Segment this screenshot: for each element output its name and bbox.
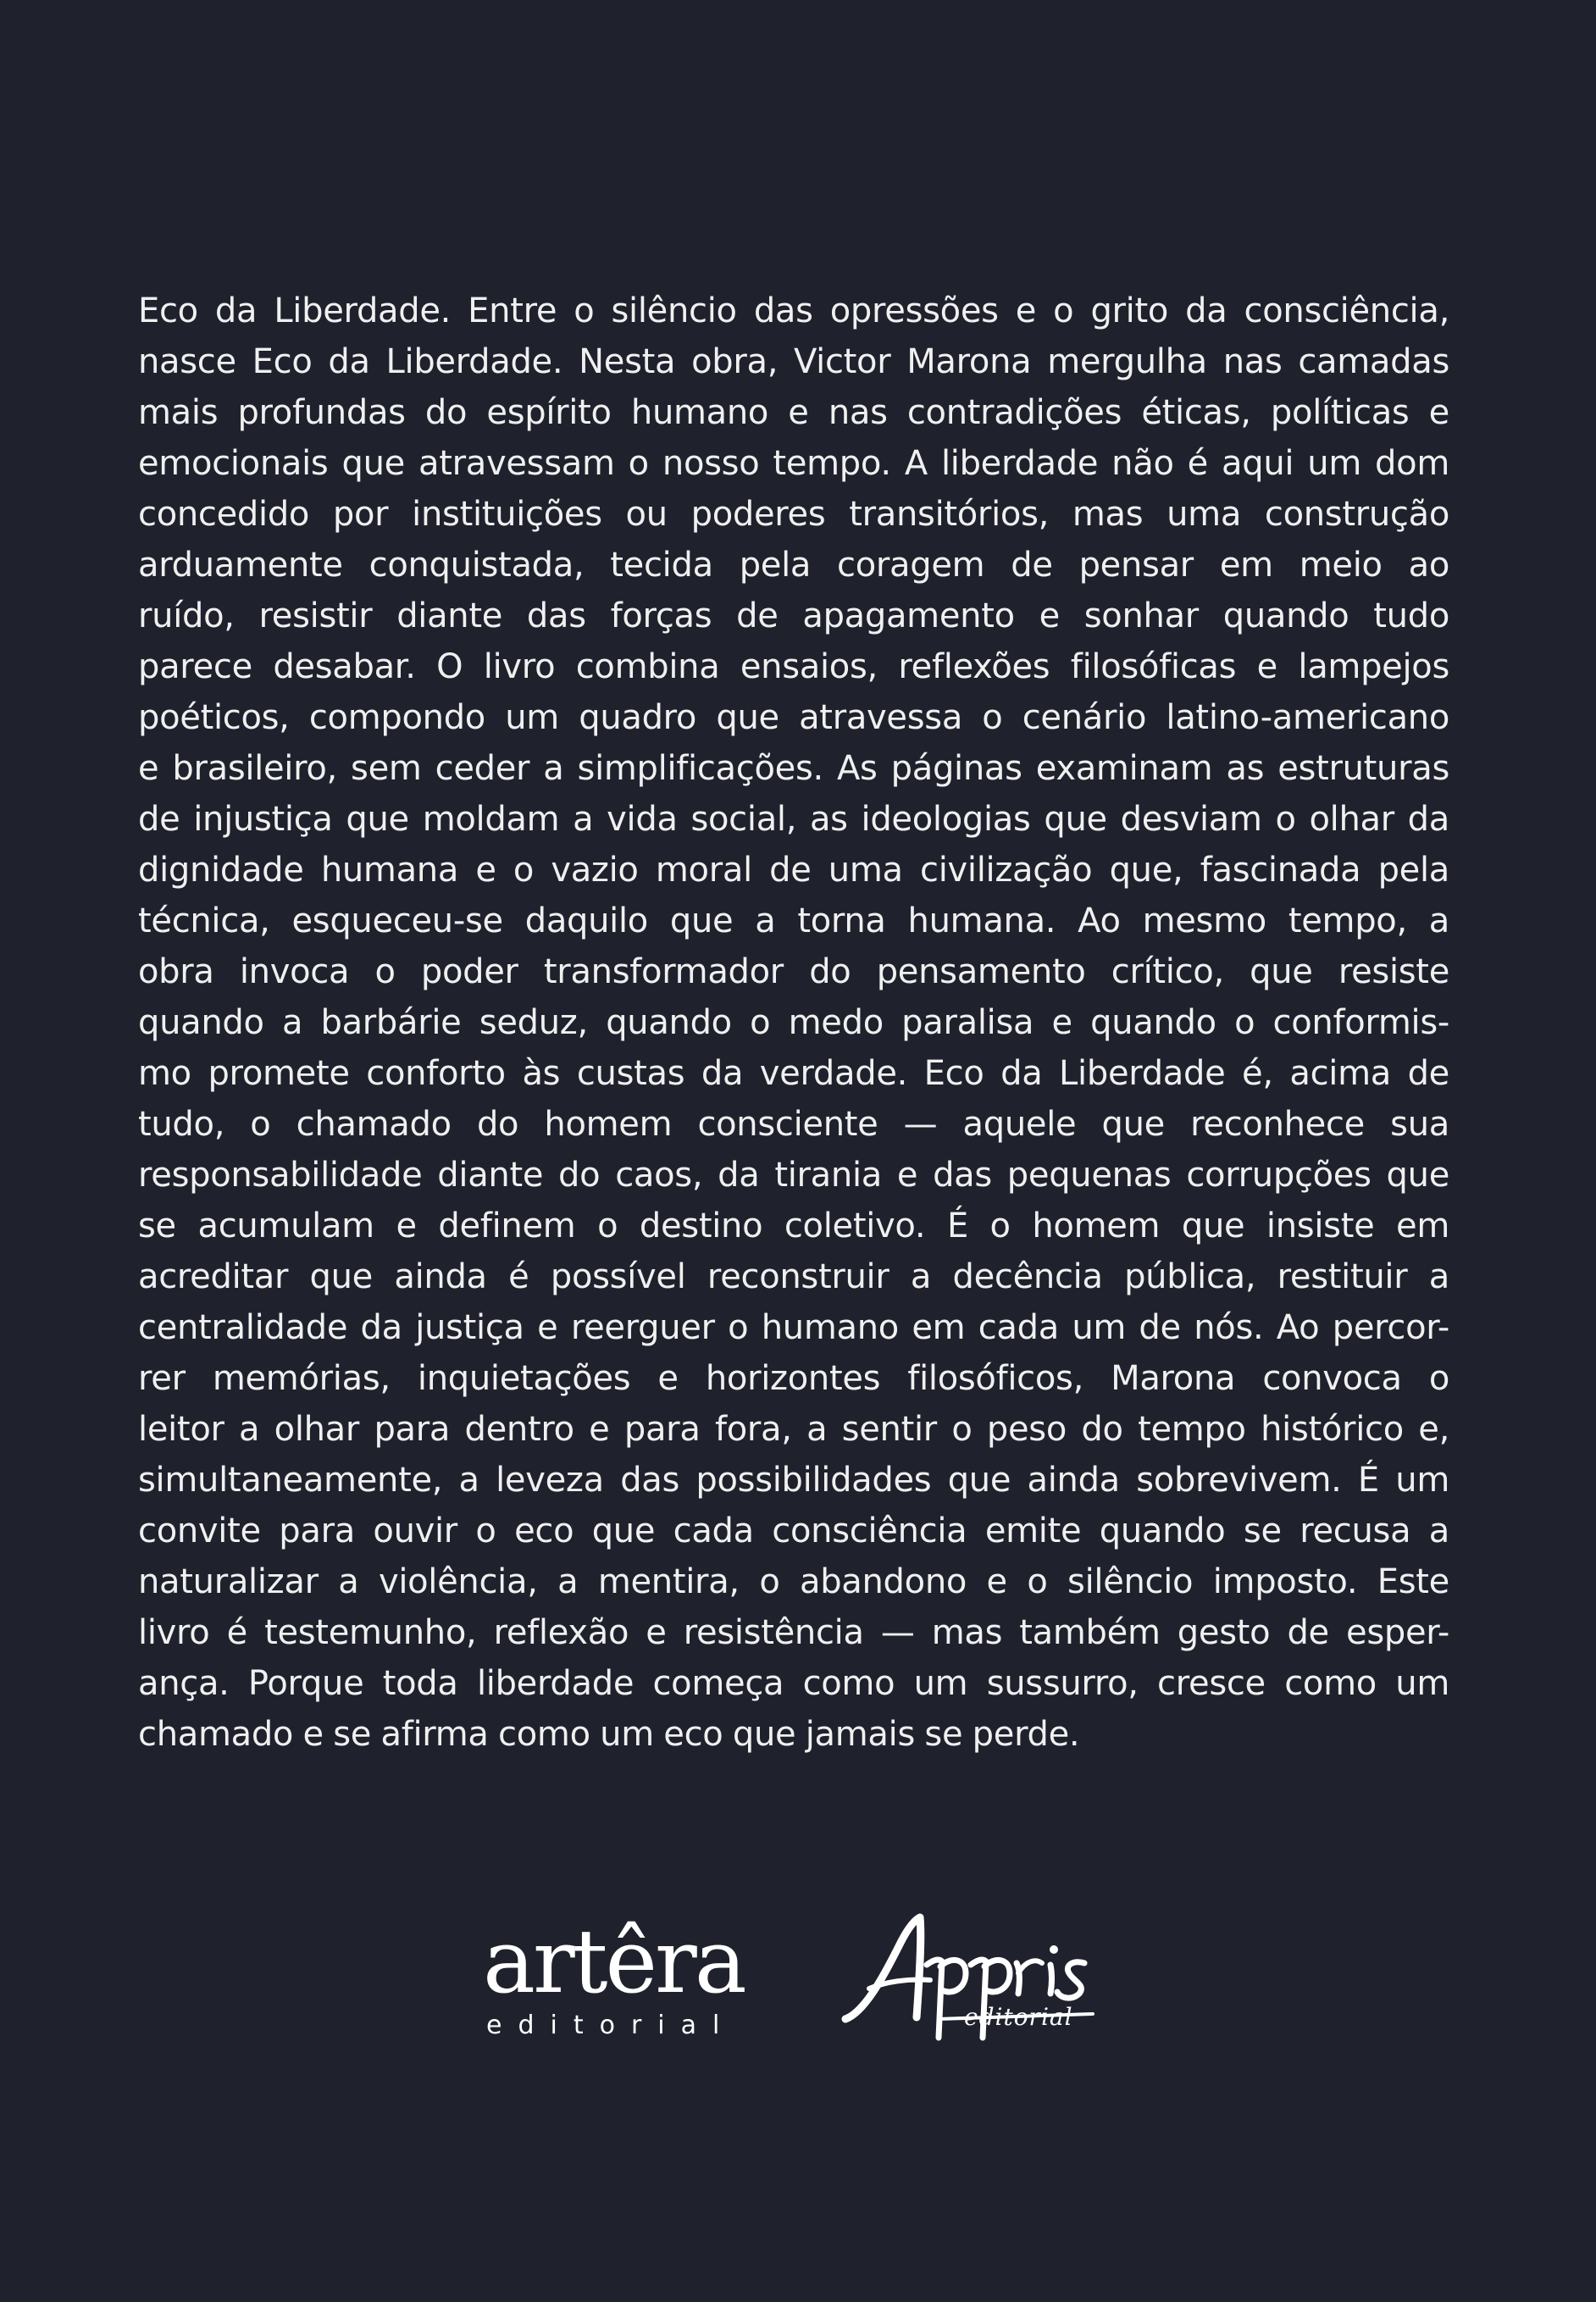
synopsis-line: acreditar que ainda é possível reconstruir a decência pública, restituir a — [138, 1257, 1449, 1296]
synopsis-line: quando a barbárie seduz, quando o medo paralisa e quando o conformis- — [138, 1003, 1449, 1042]
appris-logo-subtitle: editorial — [964, 2003, 1073, 2031]
synopsis-line: Eco da Liberdade. Entre o silêncio das opressões e o grito da consciência, — [138, 291, 1449, 330]
synopsis-line: nasce Eco da Liberdade. Nesta obra, Victor Marona mergulha nas camadas — [138, 342, 1449, 381]
synopsis-line: parece desabar. O livro combina ensaios, reflexões filosóficas e lampejos — [138, 647, 1449, 686]
synopsis-line: centralidade da justiça e reerguer o humano em cada um de nós. Ao percor- — [138, 1308, 1449, 1347]
synopsis-line: ança. Porque toda liberdade começa como um sussurro, cresce como um — [138, 1664, 1449, 1703]
synopsis-line: obra invoca o poder transformador do pensamento crítico, que resiste — [138, 952, 1449, 991]
synopsis-line: livro é testemunho, reflexão e resistência — mas também gesto de esper- — [138, 1613, 1449, 1652]
synopsis-line: naturalizar a violência, a mentira, o abandono e o silêncio imposto. Este — [138, 1562, 1449, 1601]
artera-editorial-logo — [483, 1911, 788, 2046]
synopsis-line: se acumulam e definem o destino coletivo. É o homem que insiste em — [138, 1206, 1449, 1245]
synopsis-line: emocionais que atravessam o nosso tempo. A liberdade não é aqui um dom — [138, 444, 1449, 483]
synopsis-line: mo promete conforto às custas da verdade. Eco da Liberdade é, acima de — [138, 1054, 1449, 1093]
synopsis-line: responsabilidade diante do caos, da tirania e das pequenas corrupções que — [138, 1156, 1449, 1195]
synopsis-line: simultaneamente, a leveza das possibilidades que ainda sobrevivem. É um — [138, 1461, 1449, 1500]
synopsis-line: convite para ouvir o eco que cada consciência emite quando se recusa a — [138, 1512, 1449, 1550]
artera-logo-wordmark: artêra — [483, 1910, 745, 2013]
synopsis-line: de injustiça que moldam a vida social, as ideologias que desviam o olhar da — [138, 800, 1449, 839]
synopsis-line: técnica, esqueceu-se daquilo que a torna humana. Ao mesmo tempo, a — [138, 901, 1449, 940]
synopsis-line: mais profundas do espírito humano e nas contradições éticas, políticas e — [138, 393, 1449, 432]
synopsis-line: rer memórias, inquietações e horizontes filosóficos, Marona convoca o — [138, 1359, 1449, 1398]
synopsis-line: ruído, resistir diante das forças de apagamento e sonhar quando tudo — [138, 596, 1449, 635]
appris-editorial-logo — [839, 1911, 1127, 2055]
synopsis-line: arduamente conquistada, tecida pela coragem de pensar em meio ao — [138, 546, 1449, 585]
appris-script-wordmark — [839, 1911, 1127, 2055]
synopsis-line: concedido por instituições ou poderes transitórios, mas uma construção — [138, 495, 1449, 534]
artera-logo-subtitle: editorial — [486, 2011, 736, 2040]
synopsis-line: e brasileiro, sem ceder a simplificações. As páginas examinam as estruturas — [138, 749, 1449, 788]
synopsis-line: chamado e se afirma como um eco que jamais se perde. — [138, 1715, 1080, 1754]
publisher-logos — [483, 1911, 1127, 2055]
synopsis-line: poéticos, compondo um quadro que atravessa o cenário latino-americano — [138, 698, 1449, 737]
synopsis-text — [138, 286, 1449, 1760]
synopsis-line: tudo, o chamado do homem consciente — aquele que reconhece sua — [138, 1105, 1449, 1144]
synopsis-line: dignidade humana e o vazio moral de uma civilização que, fascinada pela — [138, 851, 1449, 890]
synopsis-line: leitor a olhar para dentro e para fora, a sentir o peso do tempo histórico e, — [138, 1410, 1449, 1449]
